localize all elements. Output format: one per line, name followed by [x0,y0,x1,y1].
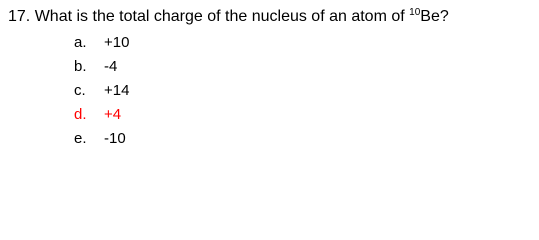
question-mark: ? [439,8,449,25]
option-value: +10 [104,34,130,51]
option-c [74,83,129,107]
option-value: -4 [104,58,118,75]
option-value: -10 [104,130,126,147]
question-text [8,7,449,27]
option-letter: e. [74,130,87,147]
option-letter: a. [74,34,87,51]
question-number: 17. [8,8,31,25]
option-a [74,35,129,59]
option-letter: b. [74,58,87,75]
option-e [74,131,129,155]
option-letter: d. [74,106,87,123]
question-stem: What is the total charge of the nucleus of an atom of [34,8,405,25]
answer-options [74,35,129,155]
option-d [74,107,129,131]
option-b [74,59,129,83]
option-value: +4 [104,106,122,123]
option-letter: c. [74,82,86,99]
option-value: +14 [104,82,130,99]
isotope-mass-number: 10 [409,7,421,18]
element-symbol: Be [420,8,440,25]
